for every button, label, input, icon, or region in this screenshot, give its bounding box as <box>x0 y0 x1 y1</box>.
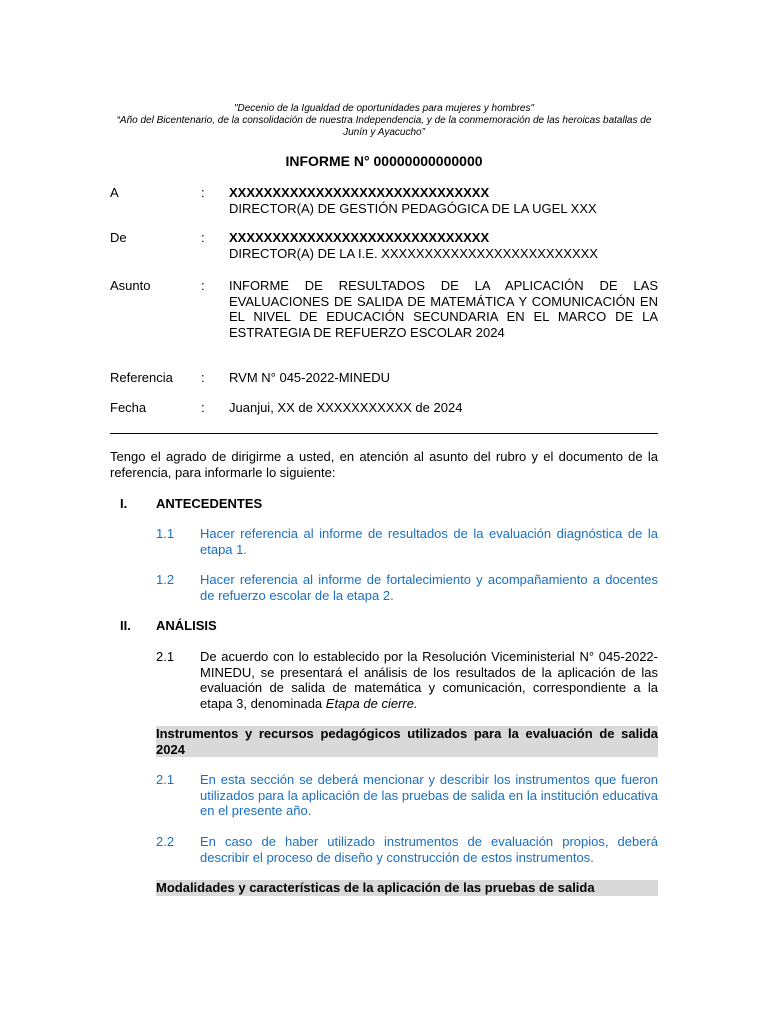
memo-to-label: A <box>110 185 119 200</box>
memo-colon: : <box>201 400 205 415</box>
item-text-emphasis: Etapa de cierre. <box>325 695 418 711</box>
subsection-heading-modalidades: Modalidades y características de la aplicación de las pruebas de salida <box>156 880 658 896</box>
motto-decade: "Decenio de la Igualdad de oportunidades para mujeres y hombres" <box>233 103 535 114</box>
section-number: II. <box>120 618 131 633</box>
memo-from-value <box>229 230 658 261</box>
motto-year: “Año del Bicentenario, de la consolidación de nuestra Independencia, y de la conmemoración de las heroicas batallas de Junín y Ayacucho” <box>116 115 652 138</box>
memo-colon: : <box>201 185 205 200</box>
item-text-main: De acuerdo con lo establecido por la Resolución Viceministerial N° 045-2022-MINEDU, se presentará el análisis de los resultados de la aplicación de las evaluación de salida de matemática y comunicación, correspondiente a la etapa 3, denominada <box>200 649 658 711</box>
memo-reference-row <box>110 370 658 386</box>
memo-date-row <box>110 400 658 416</box>
item-number: 2.2 <box>156 834 175 849</box>
memo-reference-value: RVM N° 045-2022-MINEDU <box>229 370 391 385</box>
memo-from-row <box>110 230 658 262</box>
report-title: INFORME N° 00000000000000 <box>285 153 483 169</box>
section-number: I. <box>120 496 128 511</box>
memo-from-role: DIRECTOR(A) DE LA I.E. XXXXXXXXXXXXXXXXXXXXXXXXX <box>229 245 598 261</box>
memo-subject-row <box>110 278 658 358</box>
memo-colon: : <box>201 370 205 385</box>
memo-to-name: XXXXXXXXXXXXXXXXXXXXXXXXXXXXXX <box>229 185 490 200</box>
header-divider <box>110 433 658 434</box>
memo-to-role: DIRECTOR(A) DE GESTIÓN PEDAGÓGICA DE LA UGEL XXX <box>229 200 597 216</box>
memo-from-name: XXXXXXXXXXXXXXXXXXXXXXXXXXXXXX <box>229 230 490 245</box>
item-number: 1.2 <box>156 572 175 587</box>
item-text: Hacer referencia al informe de resultados de la evaluación diagnóstica de la etapa 1. <box>200 526 658 557</box>
memo-subject-value: INFORME DE RESULTADOS DE LA APLICACIÓN DE LAS EVALUACIONES DE SALIDA DE MATEMÁTICA Y COMUNICACIÓN EN EL NIVEL DE EDUCACIÓN SECUNDARIA EN EL MARCO DE LA ESTRATEGIA DE REFUERZO ESCOLAR 2024 <box>229 278 658 340</box>
item-text: En caso de haber utilizado instrumentos de evaluación propios, deberá describir el proceso de diseño y construcción de estos instrumentos. <box>200 834 658 865</box>
memo-subject-label: Asunto <box>110 278 151 293</box>
subsection-heading-instrumentos: Instrumentos y recursos pedagógicos utilizados para la evaluación de salida 2024 <box>156 726 658 757</box>
section-title: ANTECEDENTES <box>156 496 263 511</box>
item-text <box>200 649 658 711</box>
item-number: 2.1 <box>156 772 175 787</box>
memo-to-value <box>229 185 658 216</box>
item-text: Hacer referencia al informe de fortalecimiento y acompañamiento a docentes de refuerzo escolar de la etapa 2. <box>200 572 658 603</box>
memo-to-row <box>110 185 658 217</box>
item-text: En esta sección se deberá mencionar y describir los instrumentos que fueron utilizados para la aplicación de las pruebas de salida en la institución educativa en el presente año. <box>200 772 658 818</box>
memo-date-value: Juanjui, XX de XXXXXXXXXXX de 2024 <box>229 400 463 415</box>
memo-date-label: Fecha <box>110 400 147 415</box>
intro-paragraph: Tengo el agrado de dirigirme a usted, en atención al asunto del rubro y el documento de la referencia, para informarle lo siguiente: <box>110 449 658 480</box>
item-number: 2.1 <box>156 649 175 664</box>
section-title: ANÁLISIS <box>156 618 217 633</box>
memo-from-label: De <box>110 230 127 245</box>
memo-colon: : <box>201 278 205 293</box>
memo-colon: : <box>201 230 205 245</box>
item-number: 1.1 <box>156 526 175 541</box>
memo-reference-label: Referencia <box>110 370 173 385</box>
